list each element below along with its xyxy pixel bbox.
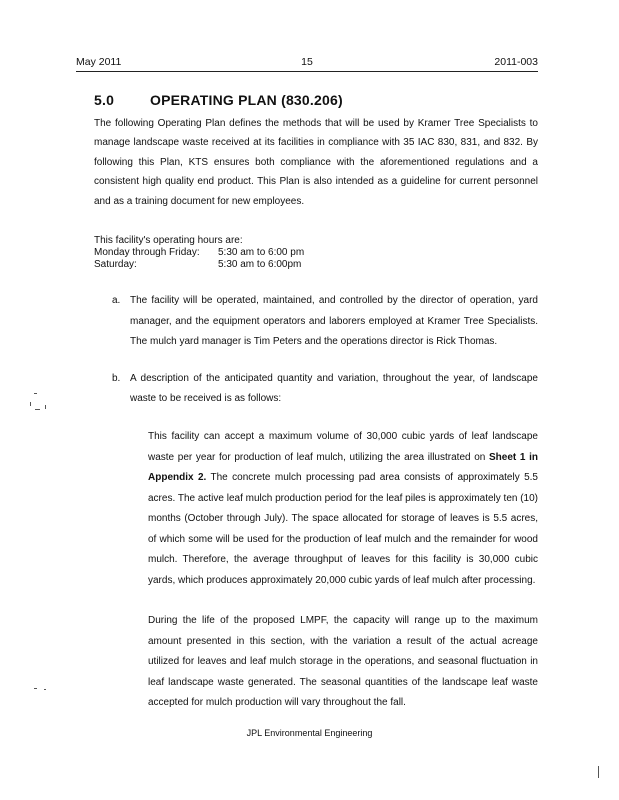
hours-row — [94, 259, 394, 271]
section-number: 5.0 — [94, 92, 115, 108]
hours-day: Monday through Friday: — [94, 247, 200, 258]
list-item-a — [112, 291, 538, 353]
indented-block — [148, 427, 538, 714]
variation-paragraph: During the life of the proposed LMPF, the capacity will range up to the maximum amount presented in this section, with the variation a result of the actual acreage utilized for leaves and leaf mulch storage in the operations, and seasonal fluctuation in leaf landscape waste generated. The seasonal quantities of the landscape leaf waste accepted for mulch production will vary throughout the fall. — [148, 615, 538, 708]
intro-paragraph: The following Operating Plan defines the methods that will be used by Kramer Tree Specialists to manage landscape waste received at its facilities in compliance with 35 IAC 830, 831, and 832. By following this Plan, KTS ensures both compliance with the aforementioned regulations and a consistent high quality end product. This Plan is also intended as a guideline for current personnel and as a training document for new employees. — [94, 118, 538, 207]
section-heading — [94, 92, 343, 108]
operating-hours — [94, 235, 394, 271]
section-title: OPERATING PLAN (830.206) — [150, 92, 343, 108]
lettered-list — [112, 291, 538, 410]
list-item-b — [112, 369, 538, 410]
hours-row — [94, 247, 394, 259]
header-page-number: 15 — [301, 56, 313, 68]
header-date: May 2011 — [76, 56, 122, 68]
list-marker: a. — [112, 295, 121, 306]
scan-mark — [44, 689, 46, 690]
hours-time: 5:30 am to 6:00 pm — [218, 247, 305, 258]
hours-day: Saturday: — [94, 259, 137, 270]
header-doc-id: 2011-003 — [494, 56, 538, 68]
list-item-text: A description of the anticipated quantity and variation, throughout the year, of landscape waste to be received is as follows: — [130, 372, 538, 404]
scan-mark — [34, 688, 37, 689]
page-header — [76, 55, 538, 72]
page-footer: JPL Environmental Engineering — [246, 728, 373, 738]
list-marker: b. — [112, 372, 121, 384]
scan-mark — [35, 409, 40, 410]
capacity-text-part1: This facility can accept a maximum volume of 30,000 cubic yards of leaf landscape waste per year for production of leaf mulch, utilizing the area illustrated on — [148, 431, 538, 463]
capacity-text-part2: The concrete mulch processing pad area consists of approximately 5.5 acres. The active leaf mulch production period for the leaf piles is approximately ten (10) months (October through July). The space allocated for storage of leaves is 5.5 acres, of which some will be used for the production of leaf mulch and the remainder for wood mulch. Therefore, the average throughput of leaves for this facility is 30,000 cubic yards, which produces approximately 20,000 cubic yards of leaf mulch after processing. — [148, 472, 539, 586]
scan-mark — [598, 766, 599, 778]
sheet-reference: Sheet 1 in Appendix 2. — [148, 451, 538, 483]
list-item-text: The facility will be operated, maintained, and controlled by the director of operation, yard manager, and the equipment operators and laborers employed at Kramer Tree Specialists. The mulch yard manager is Tim Peters and the operations director is Rick Thomas. — [130, 295, 538, 347]
capacity-paragraph — [148, 427, 538, 591]
hours-time: 5:30 am to 6:00pm — [218, 259, 302, 270]
hours-heading: This facility's operating hours are: — [94, 235, 243, 246]
scan-mark — [34, 393, 37, 394]
scan-mark — [30, 402, 31, 406]
scan-mark — [45, 405, 46, 409]
